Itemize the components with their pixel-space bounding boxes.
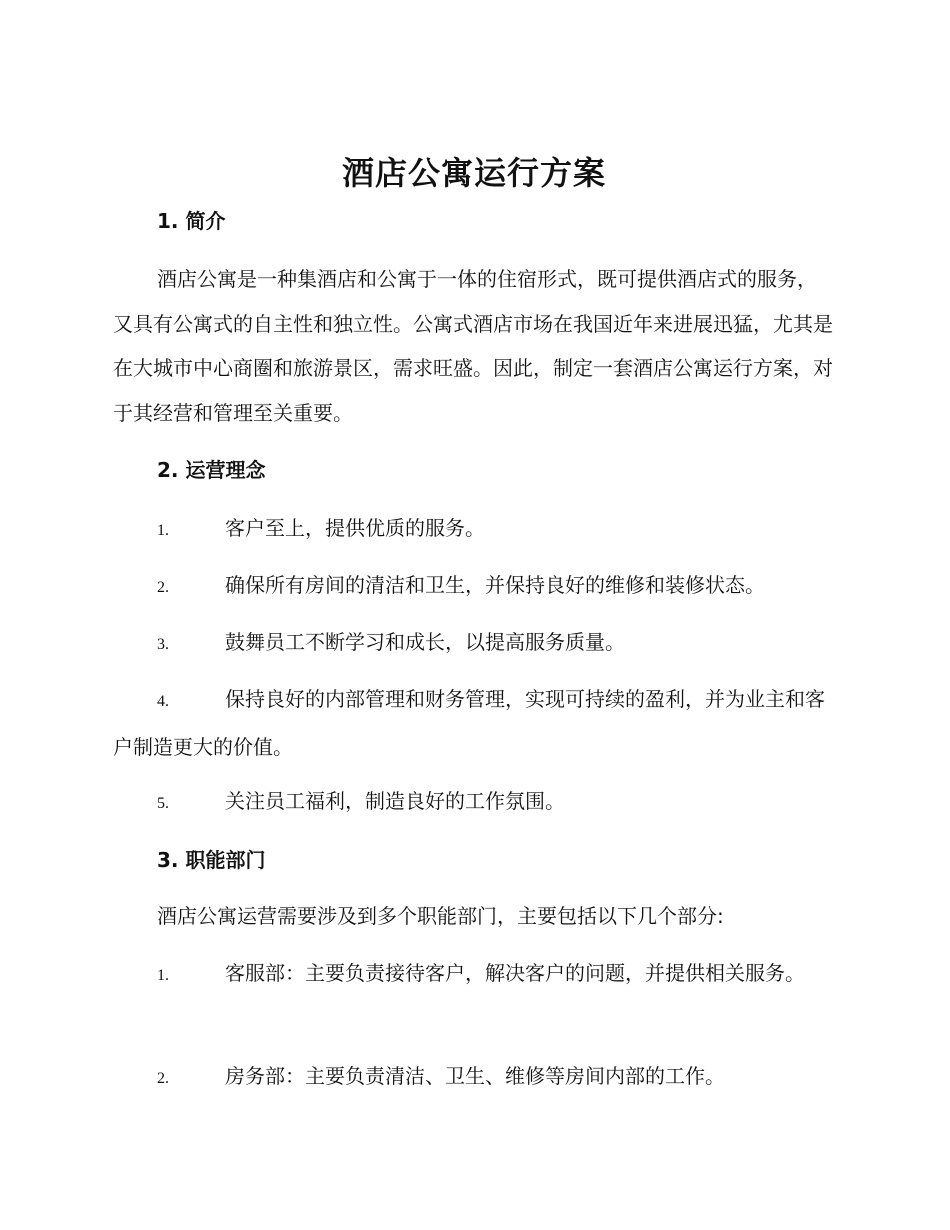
list-number: 4.: [157, 693, 169, 710]
list-item: [113, 677, 835, 769]
list-item: [113, 1054, 835, 1102]
list-number: 2.: [157, 1070, 169, 1087]
list-text: 保持良好的内部管理和财务管理，实现可持续的盈利，并为业主和客户制造更大的价值。: [113, 687, 825, 759]
list-number: 1.: [157, 522, 169, 539]
list-text: 关注员工福利，制造良好的工作氛围。: [225, 789, 565, 813]
section-paragraph-intro: 酒店公寓是一种集酒店和公寓于一体的住宿形式，既可提供酒店式的服务，又具有公寓式的自主性和独立性。公寓式酒店市场在我国近年来进展迅猛，尤其是在大城市中心商圈和旅游景区，需求旺盛。因此，制定一套酒店公寓运行方案，对于其经营和管理至关重要。: [113, 267, 833, 425]
list-item: [113, 563, 835, 611]
list-number: 5.: [157, 795, 169, 812]
section-heading-philosophy: 2. 运营理念: [157, 458, 266, 482]
section-heading-departments: 3. 职能部门: [157, 848, 266, 872]
section-heading-intro: 1. 简介: [157, 209, 226, 233]
list-text: 房务部：主要负责清洁、卫生、维修等房间内部的工作。: [225, 1064, 725, 1088]
list-number: 1.: [157, 967, 169, 984]
list-number: 3.: [157, 636, 169, 653]
document-title: 酒店公寓运行方案: [341, 154, 606, 192]
list-item: [113, 506, 835, 554]
list-item: [113, 951, 835, 999]
list-text: 鼓舞员工不断学习和成长，以提高服务质量。: [225, 630, 625, 654]
list-number: 2.: [157, 579, 169, 596]
section-paragraph-departments: 酒店公寓运营需要涉及到多个职能部门，主要包括以下几个部分:: [157, 904, 724, 928]
list-item: [113, 620, 835, 668]
list-item: [113, 779, 835, 827]
list-text: 客服部：主要负责接待客户，解决客户的问题，并提供相关服务。: [225, 961, 805, 985]
list-text: 客户至上，提供优质的服务。: [225, 516, 485, 540]
list-text: 确保所有房间的清洁和卫生，并保持良好的维修和装修状态。: [225, 573, 765, 597]
